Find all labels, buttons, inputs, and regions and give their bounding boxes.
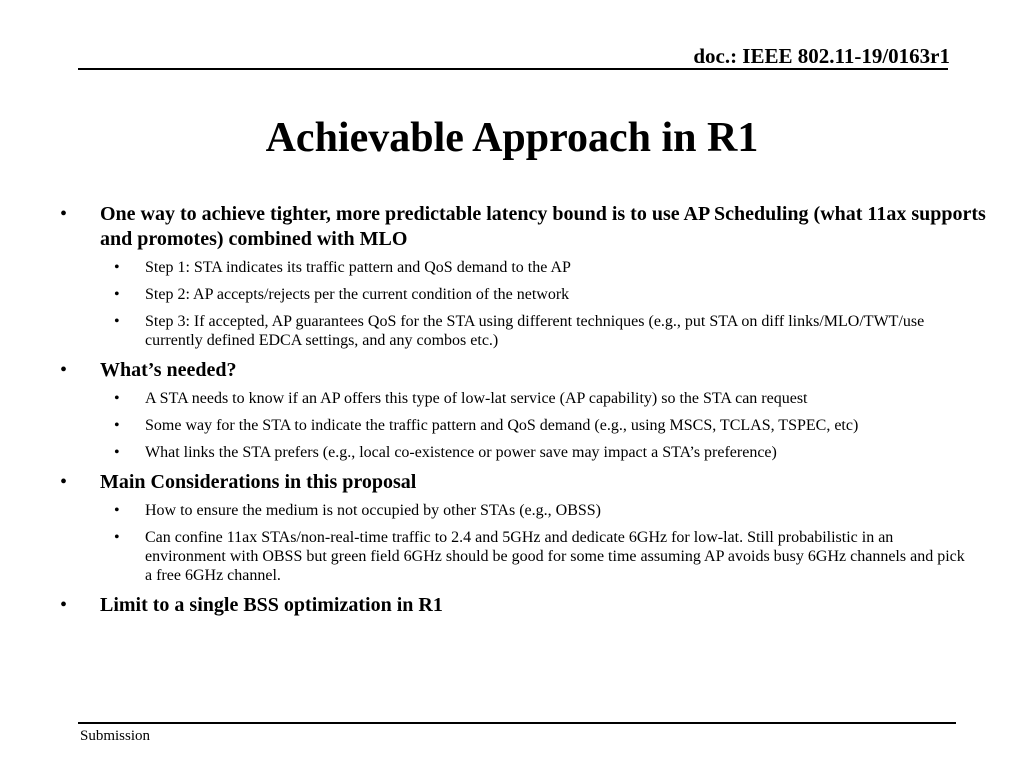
sub-bullet-item [58,312,988,350]
sub-bullet-text: Step 3: If accepted, AP guarantees QoS for the STA using different techniques (e.g., put STA on diff links/MLO/TWT/use currently defined EDCA settings, and any combos etc.) [145,313,925,349]
sub-bullet-icon: • [114,529,120,546]
bullet-text: Limit to a single BSS optimization in R1 [100,594,443,616]
sub-bullet-text: A STA needs to know if an AP offers this type of low-lat service (AP capability) so the STA can request [145,390,808,407]
bullet-icon: • [60,359,68,381]
sub-bullet-icon: • [114,444,120,461]
footer-label: Submission [80,728,151,744]
sub-bullet-text: How to ensure the medium is not occupied by other STAs (e.g., OBSS) [145,502,601,519]
sub-bullet-icon: • [114,390,120,407]
sub-bullet-item [58,528,988,585]
footer-rule [78,722,956,724]
sub-bullet-item [58,285,988,304]
bullet-icon: • [60,594,68,616]
sub-bullet-text: Can confine 11ax STAs/non-real-time traffic to 2.4 and 5GHz and dedicate 6GHz for low-lat. Still probabilistic in an environment with OBSS but green field 6GHz should be good for some time assuming AP avoids busy 6GHz channels and pick a free 6GHz channel. [145,529,965,584]
sub-bullet-item [58,416,988,435]
bullet-text: What’s needed? [100,359,237,381]
bullet-text: Main Considerations in this proposal [100,471,417,493]
sub-bullet-text: What links the STA prefers (e.g., local co-existence or power save may impact a STA’s preference) [145,444,777,461]
sub-bullet-icon: • [114,313,120,330]
header-rule [78,68,948,70]
sub-bullet-text: Some way for the STA to indicate the traffic pattern and QoS demand (e.g., using MSCS, TCLAS, TSPEC, etc) [145,417,859,434]
sub-bullet-icon: • [114,417,120,434]
bullet-icon: • [60,203,68,225]
sub-bullet-item [58,501,988,520]
bullet-icon: • [60,471,68,493]
slide-title: Achievable Approach in R1 [265,115,759,161]
bullet-item [58,202,988,252]
sub-bullet-icon: • [114,286,120,303]
sub-bullet-list [58,258,988,350]
doc-header: doc.: IEEE 802.11-19/0163r1 [693,44,950,68]
slide-body [58,202,988,624]
bullet-item [58,470,988,495]
sub-bullet-item [58,389,988,408]
bullet-item [58,593,988,618]
bullet-text: One way to achieve tighter, more predictable latency bound is to use AP Scheduling (what 11ax supports and promotes) combined with MLO [100,203,986,250]
sub-bullet-list [58,501,988,585]
sub-bullet-icon: • [114,259,120,276]
sub-bullet-item [58,258,988,277]
sub-bullet-item [58,443,988,462]
bullet-item [58,358,988,383]
sub-bullet-list [58,389,988,462]
sub-bullet-text: Step 1: STA indicates its traffic pattern and QoS demand to the AP [145,259,571,276]
sub-bullet-icon: • [114,502,120,519]
sub-bullet-text: Step 2: AP accepts/rejects per the current condition of the network [145,286,570,303]
